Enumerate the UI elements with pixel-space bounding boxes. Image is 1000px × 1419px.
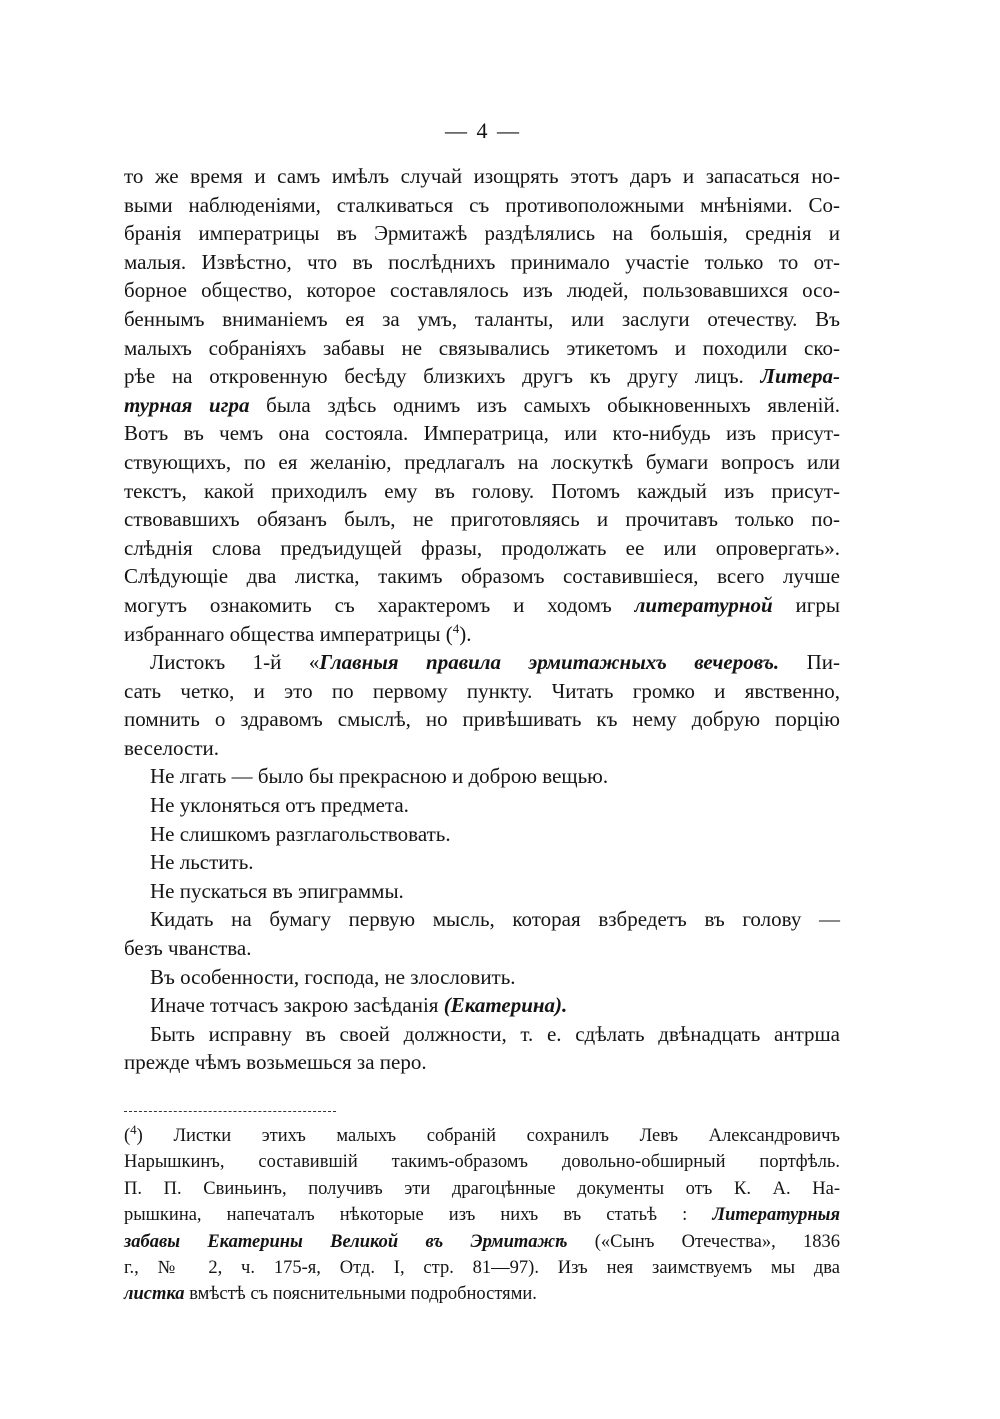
italic-term: литературной	[634, 592, 773, 617]
italic-term: Литера-	[760, 364, 841, 389]
text-line: выми наблюденіями, сталкиваться съ противоположными мнѣніями. Со-	[124, 192, 840, 217]
text-line: текстъ, какой приходилъ ему въ голову. Потомъ каждый изъ присут-	[124, 478, 840, 503]
footnote	[124, 1123, 840, 1308]
text-line: турная игра была здѣсь однимъ изъ самыхъ обыкновенныхъ явленій.	[124, 392, 840, 417]
footnote-line: г., № 2, ч. 175-я, Отд. I, стр. 81—97). Изъ нея заимствуемъ мы два	[124, 1258, 840, 1279]
footnote-line: Нарышкинъ, составившій такимъ-образомъ довольно-обширный портфѣль.	[124, 1152, 840, 1173]
rule-item: Не уклоняться отъ предмета.	[150, 793, 409, 818]
text-line: Слѣдующіе два листка, такимъ образомъ составившіеся, всего лучше	[124, 564, 840, 589]
text-line: избраннаго общества императрицы ($^4$).	[124, 620, 472, 646]
text-line: ствовавшихъ обязанъ былъ, не приготовляясь и прочитавъ только по-	[124, 507, 840, 532]
footnote-marker: 4	[130, 1121, 137, 1137]
text-line: бранія императрицы въ Эрмитажѣ раздѣлялись на большія, среднія и	[124, 221, 840, 246]
text-line: слѣднія слова предъидущей фразы, продолжать ее или опровергать».	[124, 535, 840, 560]
text-line: беннымъ вниманіемъ ея за умъ, таланты, или заслуги отечеству. Въ	[124, 306, 840, 331]
italic-term: Литературныя	[712, 1205, 840, 1226]
text-line: веселости.	[124, 735, 220, 760]
rule-item: Въ особенности, господа, не злословить.	[150, 964, 516, 989]
text-line: могутъ ознакомить съ характеромъ и ходомъ литературной игры	[124, 592, 841, 617]
text-line: борное общество, которое составлялось изъ людей, пользовавшихся осо-	[124, 278, 840, 303]
rule-item: прежде чѣмъ возьмешься за перо.	[124, 1050, 427, 1075]
footnote-line: листка вмѣстѣ съ пояснительными подробностями.	[124, 1284, 537, 1305]
rule-item: Не пускаться въ эпиграммы.	[150, 878, 404, 903]
text-line: ствующихъ, по ея желанію, предлагалъ на лоскуткѣ бумаги вопросъ или	[124, 449, 840, 474]
rule-item: Не льстить.	[150, 850, 254, 875]
footnote-ref: 4	[452, 620, 460, 636]
text-line: то же время и самъ имѣлъ случай изощрять этотъ даръ и запасаться но-	[124, 164, 840, 188]
footnote-separator	[124, 1111, 336, 1112]
text-line: сать четко, и это по первому пункту. Читать громко и явственно,	[124, 678, 840, 703]
signature-name: (Екатерина).	[443, 993, 568, 1018]
text-line: малыхъ собраніяхъ забавы не связывались этикетомъ и походили ско-	[124, 335, 840, 360]
rule-item: Кидать на бумагу первую мысль, которая взбредетъ въ голову —	[150, 907, 840, 932]
footnote-line: рышкина, напечаталъ нѣкоторые изъ нихъ въ статьѣ : Литературныя	[124, 1205, 840, 1226]
text-line: помнить о здравомъ смыслѣ, но привѣшивать къ нему добрую порцію	[124, 707, 840, 732]
rule-item: безъ чванства.	[124, 936, 252, 961]
rule-item: Не слишкомъ разглагольствовать.	[150, 821, 451, 846]
footnote-line: ($^4$) Листки этихъ малыхъ собраній сохранилъ Левъ Александровичъ	[124, 1121, 840, 1146]
italic-term: забавы Екатерины Великой въ Эрмитажѣ	[124, 1231, 568, 1252]
text-line: малыя. Извѣстно, что въ послѣднихъ принимало участіе только то от-	[124, 249, 840, 274]
main-text	[124, 162, 840, 1077]
sheet-heading-line: Листокъ 1-й «Главныя правила эрмитажныхъ вечеровъ. Пи-	[150, 650, 840, 675]
rule-item: Быть исправну въ своей должности, т. е. сдѣлать двѣнадцать антрша	[150, 1021, 840, 1046]
rule-item: Иначе тотчасъ закрою засѣданія (Екатерина).	[150, 993, 568, 1018]
italic-term: турная игра	[124, 392, 250, 417]
text-line: Вотъ въ чемъ она состояла. Императрица, или кто-нибудь изъ присут-	[124, 421, 840, 446]
text-line: рѣе на откровенную бесѣду близкихъ другъ къ другу лицъ. Литера-	[124, 364, 841, 389]
footnote-line: П. П. Свиньинъ, получивъ эти драгоцѣнные документы отъ К. А. На-	[124, 1178, 840, 1199]
footnote-line: забавы Екатерины Великой въ Эрмитажѣ («Сынъ Отечества», 1836	[124, 1231, 840, 1252]
sheet-title: Главныя правила эрмитажныхъ вечеровъ.	[319, 650, 780, 675]
rule-item: Не лгать — было бы прекрасною и доброю вещью.	[150, 764, 609, 789]
page-number: — 4 —	[445, 118, 521, 143]
italic-term: листка	[124, 1284, 185, 1305]
